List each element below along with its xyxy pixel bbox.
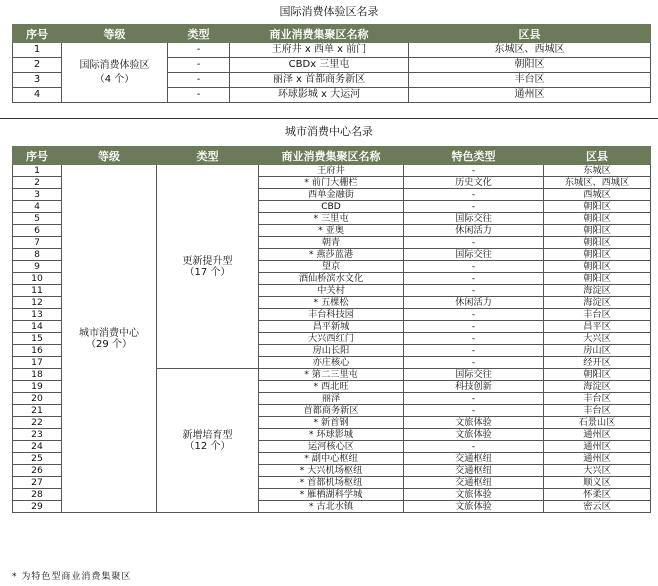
cell-feature: 国际交往 — [404, 249, 544, 261]
cell-district: 东城区、西城区 — [544, 177, 651, 189]
cell-no: 29 — [13, 501, 62, 513]
cell-feature: - — [404, 273, 544, 285]
cell-no: 3 — [13, 73, 62, 88]
header-name: 商业消费集聚区名称 — [259, 147, 404, 165]
grade-count: （29 个） — [86, 338, 132, 350]
table-header-row — [13, 25, 651, 43]
cell-district: 朝阳区 — [544, 249, 651, 261]
cell-name: 环球影城 x 大运河 — [230, 88, 409, 103]
cell-no: 1 — [13, 165, 62, 177]
cell-type: - — [168, 58, 230, 73]
cell-name: 运河核心区 — [259, 441, 404, 453]
cell-no: 4 — [13, 201, 62, 213]
cell-name: * 雁栖湖科学城 — [259, 489, 404, 501]
cell-no: 7 — [13, 237, 62, 249]
cell-no: 8 — [13, 249, 62, 261]
cell-name: * 三里屯 — [259, 213, 404, 225]
cell-feature: - — [404, 405, 544, 417]
cell-feature: 国际交往 — [404, 213, 544, 225]
cell-feature: - — [404, 333, 544, 345]
grade-count: （4 个） — [94, 73, 135, 85]
cell-district: 怀柔区 — [544, 489, 651, 501]
cell-district: 朝阳区 — [544, 225, 651, 237]
cell-name: * 燕莎蓝港 — [259, 249, 404, 261]
cell-feature: - — [404, 201, 544, 213]
cell-district: 朝阳区 — [544, 273, 651, 285]
header-grade: 等级 — [62, 25, 168, 43]
cell-no: 27 — [13, 477, 62, 489]
cell-no: 3 — [13, 189, 62, 201]
cell-district: 东城区 — [544, 165, 651, 177]
cell-name: * 前门大栅栏 — [259, 177, 404, 189]
cell-no: 18 — [13, 369, 62, 381]
cell-name: 中关村 — [259, 285, 404, 297]
cell-name: CBDx 三里屯 — [230, 58, 409, 73]
cell-feature: - — [404, 237, 544, 249]
cell-name: 首都商务新区 — [259, 405, 404, 417]
cell-district: 海淀区 — [544, 285, 651, 297]
cell-feature: 休闲活力 — [404, 297, 544, 309]
cell-district: 丰台区 — [544, 309, 651, 321]
cell-district: 经开区 — [544, 357, 651, 369]
header-district: 区县 — [544, 147, 651, 165]
header-district: 区县 — [409, 25, 651, 43]
cell-type: - — [168, 43, 230, 58]
table-row — [13, 43, 651, 58]
cell-grade — [62, 165, 157, 513]
cell-district: 丰台区 — [544, 405, 651, 417]
cell-name: 王府井 x 西单 x 前门 — [230, 43, 409, 58]
footnote: * 为特色型商业消费集聚区 — [12, 572, 132, 582]
cell-feature: 历史文化 — [404, 177, 544, 189]
cell-district: 海淀区 — [544, 297, 651, 309]
cell-name: 王府井 — [259, 165, 404, 177]
cell-feature: - — [404, 285, 544, 297]
cell-district: 海淀区 — [544, 381, 651, 393]
city-consumption-table — [12, 146, 651, 513]
cell-feature: 交通枢纽 — [404, 477, 544, 489]
cell-no: 24 — [13, 441, 62, 453]
cell-name: 亦庄核心 — [259, 357, 404, 369]
cell-feature: 文旅体验 — [404, 417, 544, 429]
cell-district: 西城区 — [544, 189, 651, 201]
cell-name: * 首都机场枢纽 — [259, 477, 404, 489]
cell-no: 5 — [13, 213, 62, 225]
cell-no: 28 — [13, 489, 62, 501]
cell-no: 2 — [13, 177, 62, 189]
cell-name: 昌平新城 — [259, 321, 404, 333]
cell-no: 10 — [13, 273, 62, 285]
cell-no: 16 — [13, 345, 62, 357]
cell-feature: - — [404, 345, 544, 357]
cell-feature: - — [404, 393, 544, 405]
cell-district: 昌平区 — [544, 321, 651, 333]
cell-no: 14 — [13, 321, 62, 333]
cell-no: 4 — [13, 88, 62, 103]
cell-feature: 文旅体验 — [404, 429, 544, 441]
type-count: （12 个） — [184, 440, 231, 452]
table-row — [13, 165, 651, 177]
cell-no: 13 — [13, 309, 62, 321]
header-no: 序号 — [13, 147, 62, 165]
cell-name: * 环球影城 — [259, 429, 404, 441]
cell-district: 朝阳区 — [544, 201, 651, 213]
cell-no: 15 — [13, 333, 62, 345]
cell-district: 顺义区 — [544, 477, 651, 489]
cell-no: 23 — [13, 429, 62, 441]
cell-no: 21 — [13, 405, 62, 417]
cell-feature: 科技创新 — [404, 381, 544, 393]
cell-district: 东城区、西城区 — [409, 43, 651, 58]
cell-name: 朝青 — [259, 237, 404, 249]
cell-district: 通州区 — [544, 441, 651, 453]
cell-no: 2 — [13, 58, 62, 73]
cell-feature: 休闲活力 — [404, 225, 544, 237]
cell-feature: 文旅体验 — [404, 489, 544, 501]
cell-no: 17 — [13, 357, 62, 369]
cell-no: 1 — [13, 43, 62, 58]
cell-district: 朝阳区 — [409, 58, 651, 73]
cell-district: 通州区 — [544, 429, 651, 441]
cell-type-renewal — [157, 165, 259, 369]
cell-feature: - — [404, 189, 544, 201]
cell-district: 通州区 — [544, 453, 651, 465]
cell-name: 大兴西红门 — [259, 333, 404, 345]
header-no: 序号 — [13, 25, 62, 43]
cell-no: 11 — [13, 285, 62, 297]
cell-no: 25 — [13, 453, 62, 465]
section-divider — [0, 118, 658, 119]
cell-name: * 古北水镇 — [259, 501, 404, 513]
cell-type: - — [168, 73, 230, 88]
type-label: 新增培育型 — [182, 429, 233, 441]
cell-feature: 交通枢纽 — [404, 465, 544, 477]
cell-name: 西单金融街 — [259, 189, 404, 201]
cell-name: * 第二三里屯 — [259, 369, 404, 381]
cell-district: 朝阳区 — [544, 213, 651, 225]
cell-no: 6 — [13, 225, 62, 237]
cell-name: * 副中心枢纽 — [259, 453, 404, 465]
cell-district: 石景山区 — [544, 417, 651, 429]
cell-feature: 国际交往 — [404, 369, 544, 381]
cell-no: 26 — [13, 465, 62, 477]
cell-name: * 大兴机场枢纽 — [259, 465, 404, 477]
grade-label: 国际消费体验区 — [79, 59, 150, 71]
header-type: 类型 — [157, 147, 259, 165]
intl-consumption-table — [12, 24, 651, 103]
cell-district: 大兴区 — [544, 465, 651, 477]
cell-type: - — [168, 88, 230, 103]
grade-label: 城市消费中心 — [79, 327, 139, 339]
cell-no: 9 — [13, 261, 62, 273]
header-name: 商业消费集聚区名称 — [230, 25, 409, 43]
cell-name: 丽泽 — [259, 393, 404, 405]
cell-district: 丰台区 — [544, 393, 651, 405]
cell-name: * 新首钢 — [259, 417, 404, 429]
cell-district: 朝阳区 — [544, 369, 651, 381]
cell-feature: 交通枢纽 — [404, 453, 544, 465]
header-grade: 等级 — [62, 147, 157, 165]
cell-no: 19 — [13, 381, 62, 393]
header-type: 类型 — [168, 25, 230, 43]
city-table-title: 城市消费中心名录 — [285, 125, 373, 138]
table-header-row — [13, 147, 651, 165]
cell-name: 望京 — [259, 261, 404, 273]
cell-no: 22 — [13, 417, 62, 429]
cell-name: CBD — [259, 201, 404, 213]
cell-no: 12 — [13, 297, 62, 309]
cell-name: * 五棵松 — [259, 297, 404, 309]
cell-name: 丽泽 x 首都商务新区 — [230, 73, 409, 88]
cell-district: 通州区 — [409, 88, 651, 103]
cell-type-new — [157, 369, 259, 513]
cell-district: 朝阳区 — [544, 261, 651, 273]
cell-feature: - — [404, 261, 544, 273]
type-count: （17 个） — [184, 266, 231, 278]
cell-feature: 文旅体验 — [404, 501, 544, 513]
cell-district: 丰台区 — [409, 73, 651, 88]
type-label: 更新提升型 — [182, 255, 233, 267]
cell-name: 酒仙桥滨水文化 — [259, 273, 404, 285]
cell-district: 大兴区 — [544, 333, 651, 345]
cell-no: 20 — [13, 393, 62, 405]
cell-feature: - — [404, 321, 544, 333]
cell-name: 房山长阳 — [259, 345, 404, 357]
cell-name: * 亚奥 — [259, 225, 404, 237]
cell-name: 丰台科技园 — [259, 309, 404, 321]
cell-feature: - — [404, 165, 544, 177]
intl-table-title: 国际消费体验区名录 — [279, 5, 379, 18]
cell-feature: - — [404, 441, 544, 453]
header-feature: 特色类型 — [404, 147, 544, 165]
cell-feature: - — [404, 309, 544, 321]
cell-district: 朝阳区 — [544, 237, 651, 249]
cell-feature: - — [404, 357, 544, 369]
cell-district: 房山区 — [544, 345, 651, 357]
cell-grade — [62, 43, 168, 103]
cell-name: * 西北旺 — [259, 381, 404, 393]
cell-district: 密云区 — [544, 501, 651, 513]
